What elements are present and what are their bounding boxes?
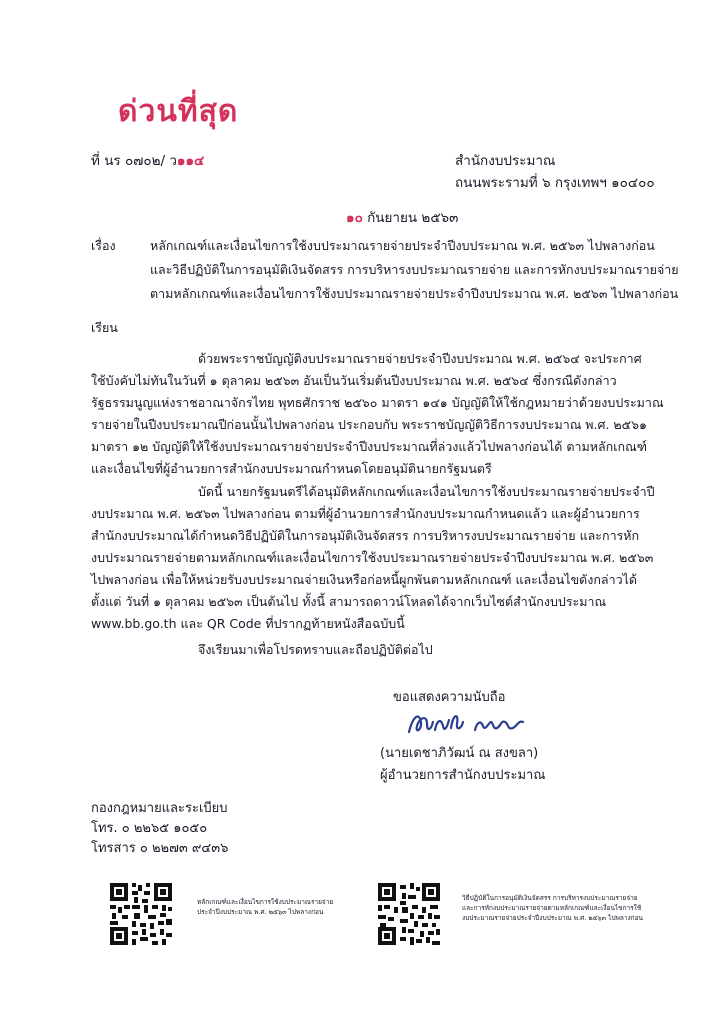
closing-phrase: ขอแสดงความนับถือ: [393, 690, 506, 705]
body-line: รายจ่ายในปีงบประมาณปีก่อนนั้นไปพลางก่อน ประกอบกับ พระราชบัญญัติวิธีการงบประมาณ พ.ศ. ๒๕๖๑: [91, 417, 647, 432]
body-line: รัฐธรรมนูญแห่งราชอาณาจักรไทย พุทธศักราช ๒๕๖๐ มาตรา ๑๔๑ บัญญัติให้ใช้กฎหมายว่าด้วยงบประมาณ: [91, 395, 664, 410]
body-line: ใช้บังคับไม่ทันในวันที่ ๑ ตุลาคม ๒๕๖๓ อันเป็นวันเริ่มต้นปีงบประมาณ พ.ศ. ๒๕๖๔ ซึ่งกรณีดังกล่าว: [91, 373, 617, 388]
qr-caption-line: หลักเกณฑ์และเงื่อนไขการใช้งบประมาณรายจ่าย: [197, 898, 334, 906]
qr-code-icon[interactable]: [376, 881, 442, 947]
body-line: สำนักงบประมาณได้กำหนดวิธีปฏิบัติในการอนุมัติเงินจัดสรร การบริหารงบประมาณรายจ่าย และการหัก: [91, 528, 640, 543]
body-line: ด้วยพระราชบัญญัติงบประมาณรายจ่ายประจำปีงบประมาณ พ.ศ. ๒๕๖๔ จะประกาศ: [198, 351, 642, 366]
qr-caption-line: วิธีปฏิบัติในการอนุมัติเงินจัดสรร การบริหารงบประมาณรายจ่าย: [462, 894, 638, 902]
signatory-title: ผู้อำนวยการสำนักงบประมาณ: [380, 768, 546, 783]
body-line: ไปพลางก่อน เพื่อให้หน่วยรับงบประมาณจ่ายเงินหรือก่อหนี้ผูกพันตามหลักเกณฑ์ และเงื่อนไขดังกล่าวได้: [91, 572, 638, 587]
body-line: งบประมาณ พ.ศ. ๒๕๖๓ ไปพลางก่อน ตามที่ผู้อำนวยการสำนักงบประมาณกำหนดแล้ว และผู้อำนวยการ: [91, 506, 640, 521]
body-line: งบประมาณรายจ่ายตามหลักเกณฑ์และเงื่อนไขการใช้งบประมาณรายจ่ายประจำปีงบประมาณ พ.ศ. ๒๕๖๓: [91, 550, 654, 565]
contact-fax: โทรสาร ๐ ๒๒๗๓ ๙๔๓๖: [91, 841, 229, 856]
body-line: และเงื่อนไขที่ผู้อำนวยการสำนักงบประมาณกำหนดโดยอนุมัตินายกรัฐมนตรี: [91, 461, 492, 476]
qr-caption-line: งบประมาณรายจ่ายประจำปีงบประมาณ พ.ศ. ๒๕๖๓ ไปพลางก่อน: [462, 914, 643, 922]
body-line: บัดนี้ นายกรัฐมนตรีได้อนุมัติหลักเกณฑ์และเงื่อนไขการใช้งบประมาณรายจ่ายประจำปี: [198, 484, 655, 499]
salutation: เรียน: [91, 320, 118, 335]
contact-phone: โทร. ๐ ๒๒๖๕ ๑๐๕๐: [91, 821, 208, 836]
qr-code-icon[interactable]: [108, 881, 174, 947]
date-month-year: กันยายน ๒๕๖๓: [362, 210, 459, 226]
qr-caption: [197, 897, 333, 917]
qr-caption: [462, 893, 643, 923]
reference-prefix: ที่ นร ๐๗๐๒/ ว: [91, 153, 177, 169]
document-date: [346, 206, 458, 228]
body-line: ตั้งแต่ วันที่ ๑ ตุลาคม ๒๕๖๓ เป็นต้นไป ทั้งนี้ สามารถดาวน์โหลดได้จากเว็บไซต์สำนักงบประมาณ: [91, 594, 607, 609]
date-day: ๑๐: [346, 210, 363, 226]
reference-number: [91, 149, 204, 171]
signatory-name: (นายเดชาภิวัฒน์ ณ สงขลา): [380, 746, 539, 761]
qr-caption-line: และการหักงบประมาณรายจ่ายตามหลักเกณฑ์และเงื่อนไขการใช้: [462, 904, 642, 912]
body-line: www.bb.go.th และ QR Code ที่ปรากฏท้ายหนังสือฉบับนี้: [91, 616, 405, 631]
body-line-closing: จึงเรียนมาเพื่อโปรดทราบและถือปฏิบัติต่อไป: [198, 642, 433, 657]
contact-department: กองกฎหมายและระเบียบ: [91, 801, 228, 816]
body-line: มาตรา ๑๒ บัญญัติให้ใช้งบประมาณรายจ่ายประจำปีงบประมาณที่ล่วงแล้วไปพลางก่อนได้ ตามหลักเกณฑ์: [91, 439, 648, 454]
office-address: ถนนพระรามที่ ๖ กรุงเทพฯ ๑๐๔๐๐: [455, 175, 655, 191]
reference-serial: ๑๑๔: [176, 153, 205, 169]
handwritten-signature: [405, 708, 545, 740]
issuing-office: สำนักงบประมาณ: [455, 153, 556, 169]
subject-label: เรื่อง: [91, 238, 116, 253]
urgent-stamp: ด่วนที่สุด: [118, 94, 239, 129]
subject-line: หลักเกณฑ์และเงื่อนไขการใช้งบประมาณรายจ่ายประจำปีงบประมาณ พ.ศ. ๒๕๖๓ ไปพลางก่อน: [150, 238, 655, 253]
qr-caption-line: ประจำปีงบประมาณ พ.ศ. ๒๕๖๓ ไปพลางก่อน: [197, 908, 324, 916]
subject-line: และวิธีปฏิบัติในการอนุมัติเงินจัดสรร การบริหารงบประมาณรายจ่าย และการหักงบประมาณรายจ่าย: [150, 262, 679, 277]
subject-line: ตามหลักเกณฑ์และเงื่อนไขการใช้งบประมาณรายจ่ายประจำปีงบประมาณ พ.ศ. ๒๕๖๓ ไปพลางก่อน: [150, 286, 679, 301]
